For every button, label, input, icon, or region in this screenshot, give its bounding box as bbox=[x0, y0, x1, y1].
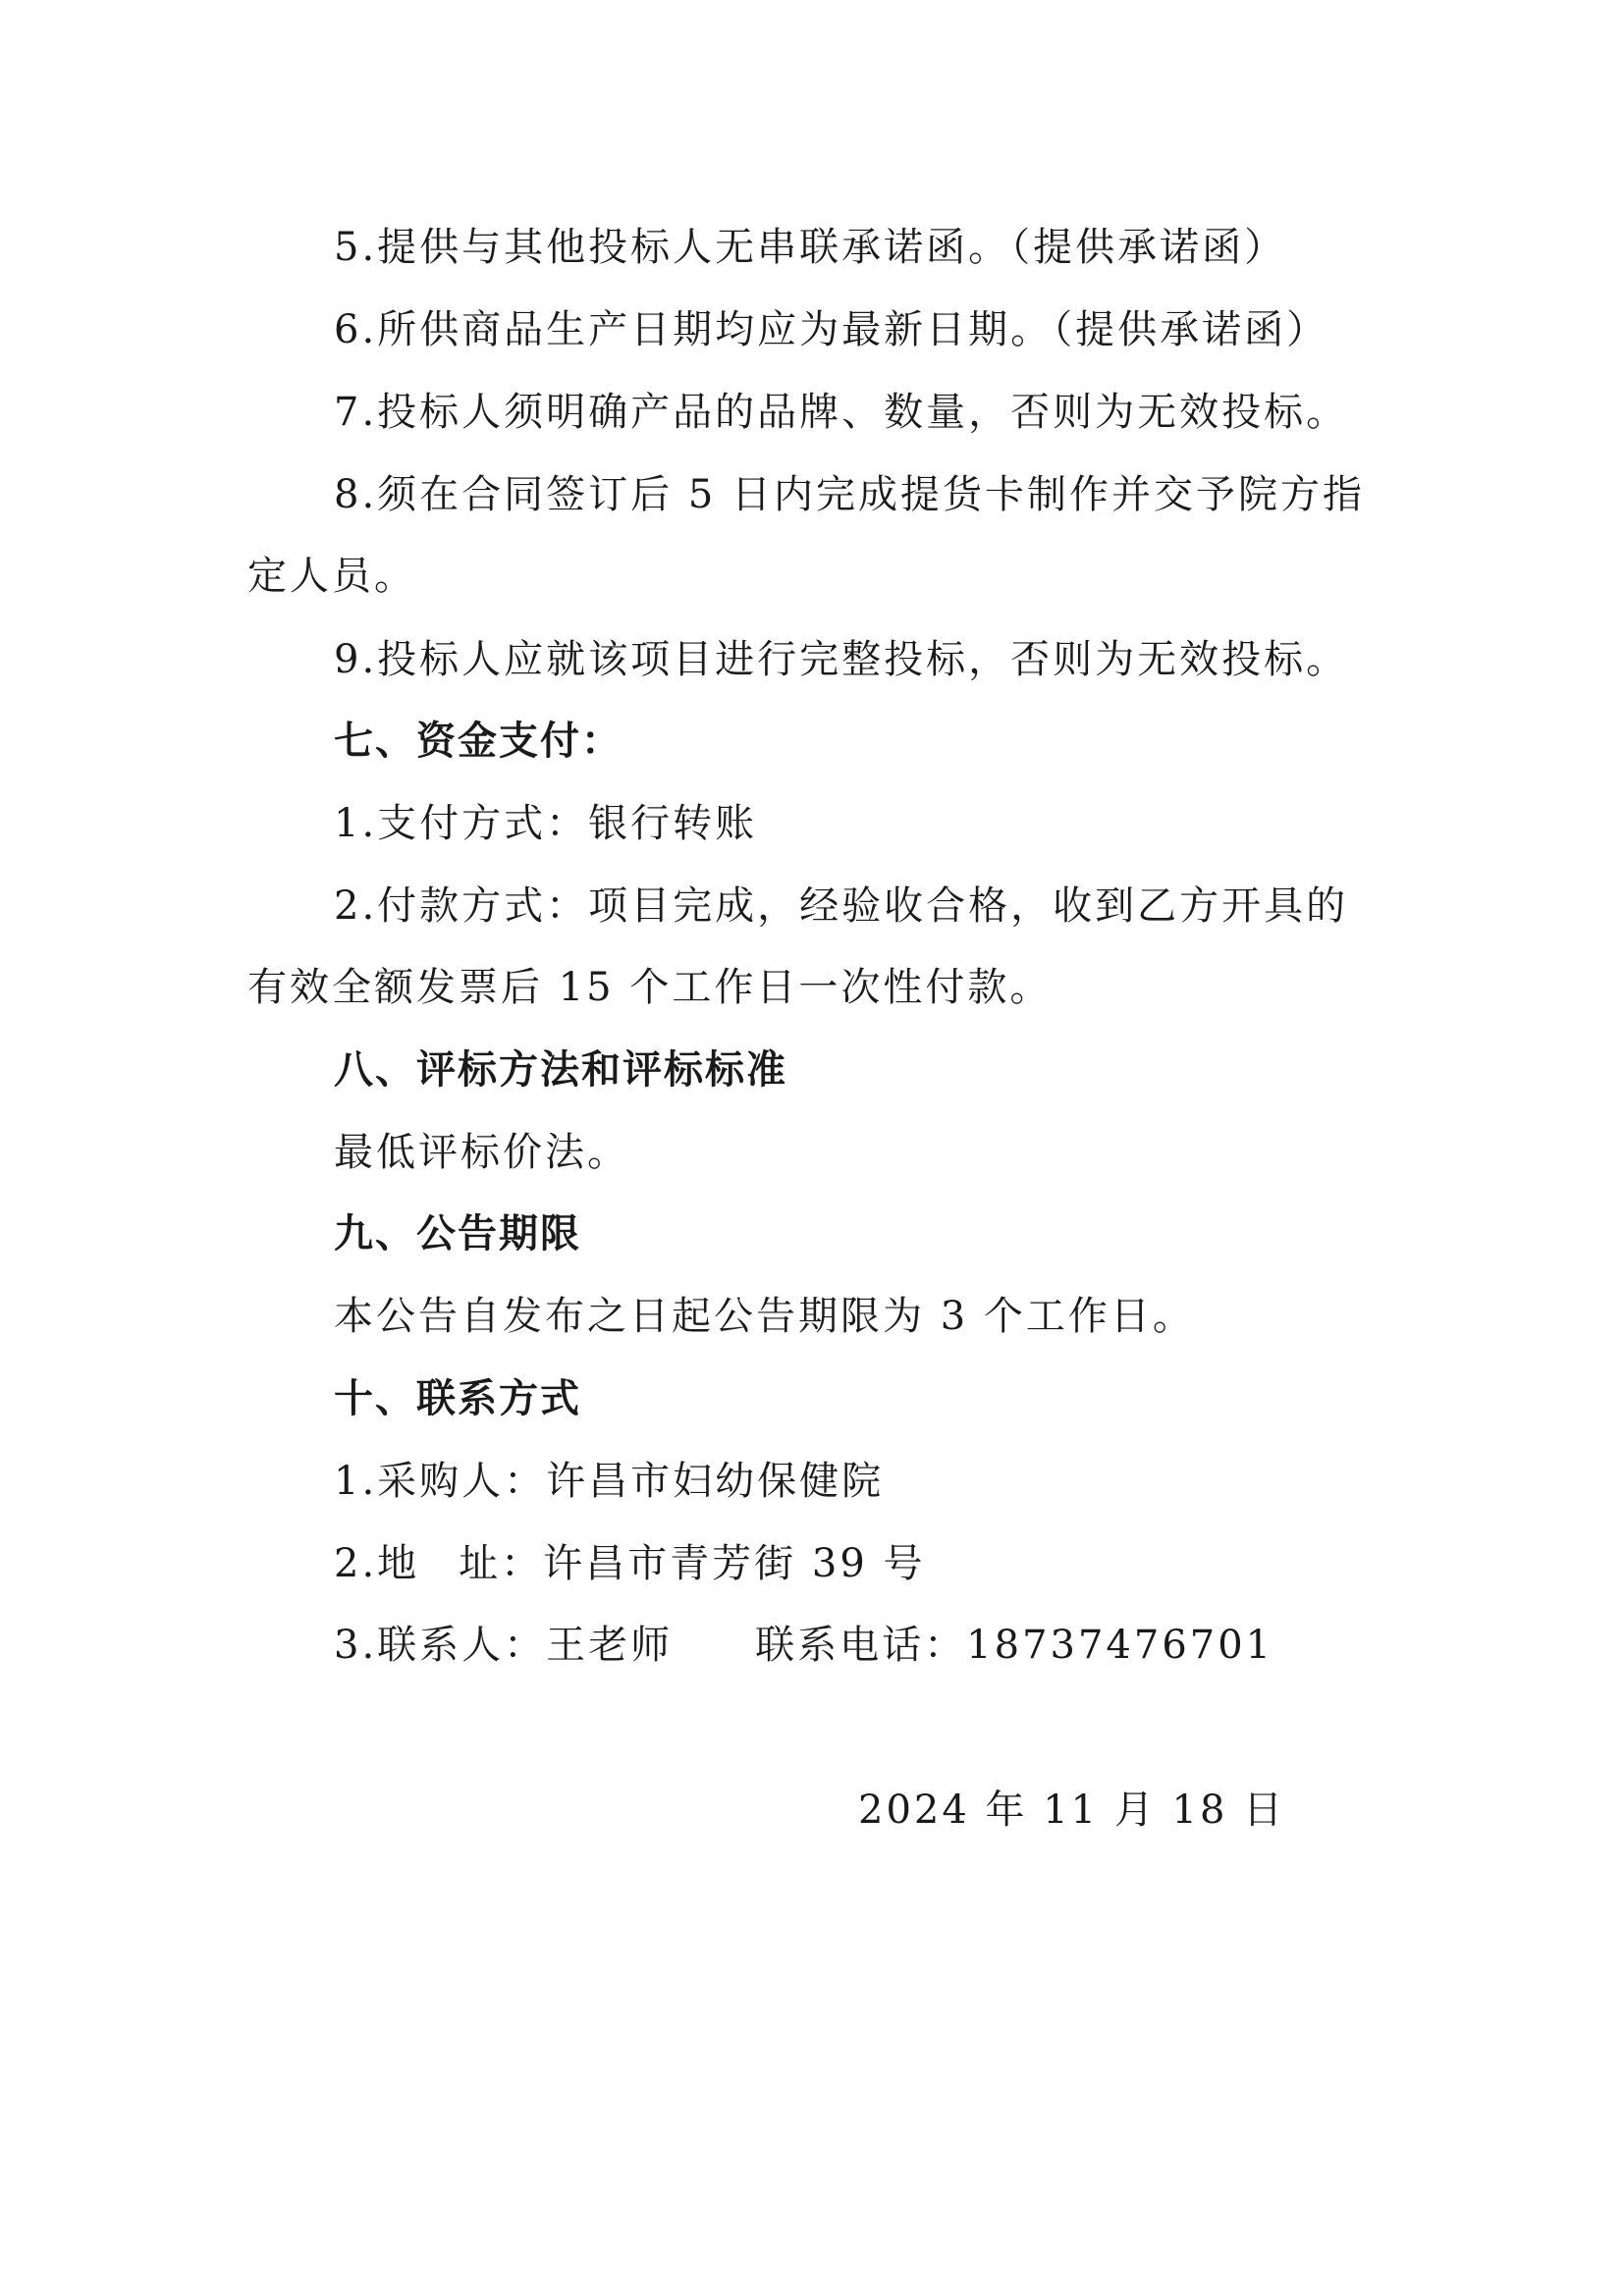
payment-method: 1.支付方式：银行转账 bbox=[334, 801, 758, 846]
contact-phone: 联系电话：18737476701 bbox=[755, 1623, 1274, 1668]
evaluation-method: 最低评标价法。 bbox=[334, 1130, 629, 1175]
requirement-item-7: 7.投标人须明确产品的品牌、数量，否则为无效投标。 bbox=[334, 390, 1349, 435]
purchaser: 1.采购人：许昌市妇幼保健院 bbox=[334, 1459, 885, 1504]
address-label: 2.地 bbox=[334, 1541, 420, 1586]
requirement-item-6: 6.所供商品生产日期均应为最新日期。（提供承诺函） bbox=[334, 307, 1329, 352]
section-10-heading: 十、联系方式 bbox=[334, 1376, 581, 1421]
announcement-period: 本公告自发布之日起公告期限为 3 个工作日。 bbox=[334, 1294, 1195, 1339]
section-8-heading: 八、评标方法和评标标准 bbox=[334, 1047, 787, 1093]
payment-terms-continued: 有效全额发票后 15 个工作日一次性付款。 bbox=[247, 965, 1053, 1010]
document-date: 2024 年 11 月 18 日 bbox=[858, 1788, 1286, 1833]
requirement-item-8-continued: 定人员。 bbox=[247, 554, 416, 599]
contact-line bbox=[334, 1622, 1473, 1669]
requirement-item-9: 9.投标人应就该项目进行完整投标，否则为无效投标。 bbox=[334, 637, 1349, 682]
contact-person: 3.联系人：王老师 bbox=[334, 1623, 674, 1668]
address bbox=[334, 1540, 1473, 1587]
address-value: 许昌市青芳街 39 号 bbox=[543, 1541, 926, 1586]
payment-terms: 2.付款方式：项目完成，经验收合格，收到乙方开具的 bbox=[334, 883, 1349, 929]
address-label-suffix: 址： bbox=[459, 1541, 544, 1586]
section-9-heading: 九、公告期限 bbox=[334, 1211, 581, 1256]
requirement-item-5: 5.提供与其他投标人无串联承诺函。（提供承诺函） bbox=[334, 225, 1287, 270]
section-7-heading: 七、资金支付： bbox=[334, 719, 623, 764]
requirement-item-8: 8.须在合同签订后 5 日内完成提货卡制作并交予院方指 bbox=[334, 472, 1366, 517]
